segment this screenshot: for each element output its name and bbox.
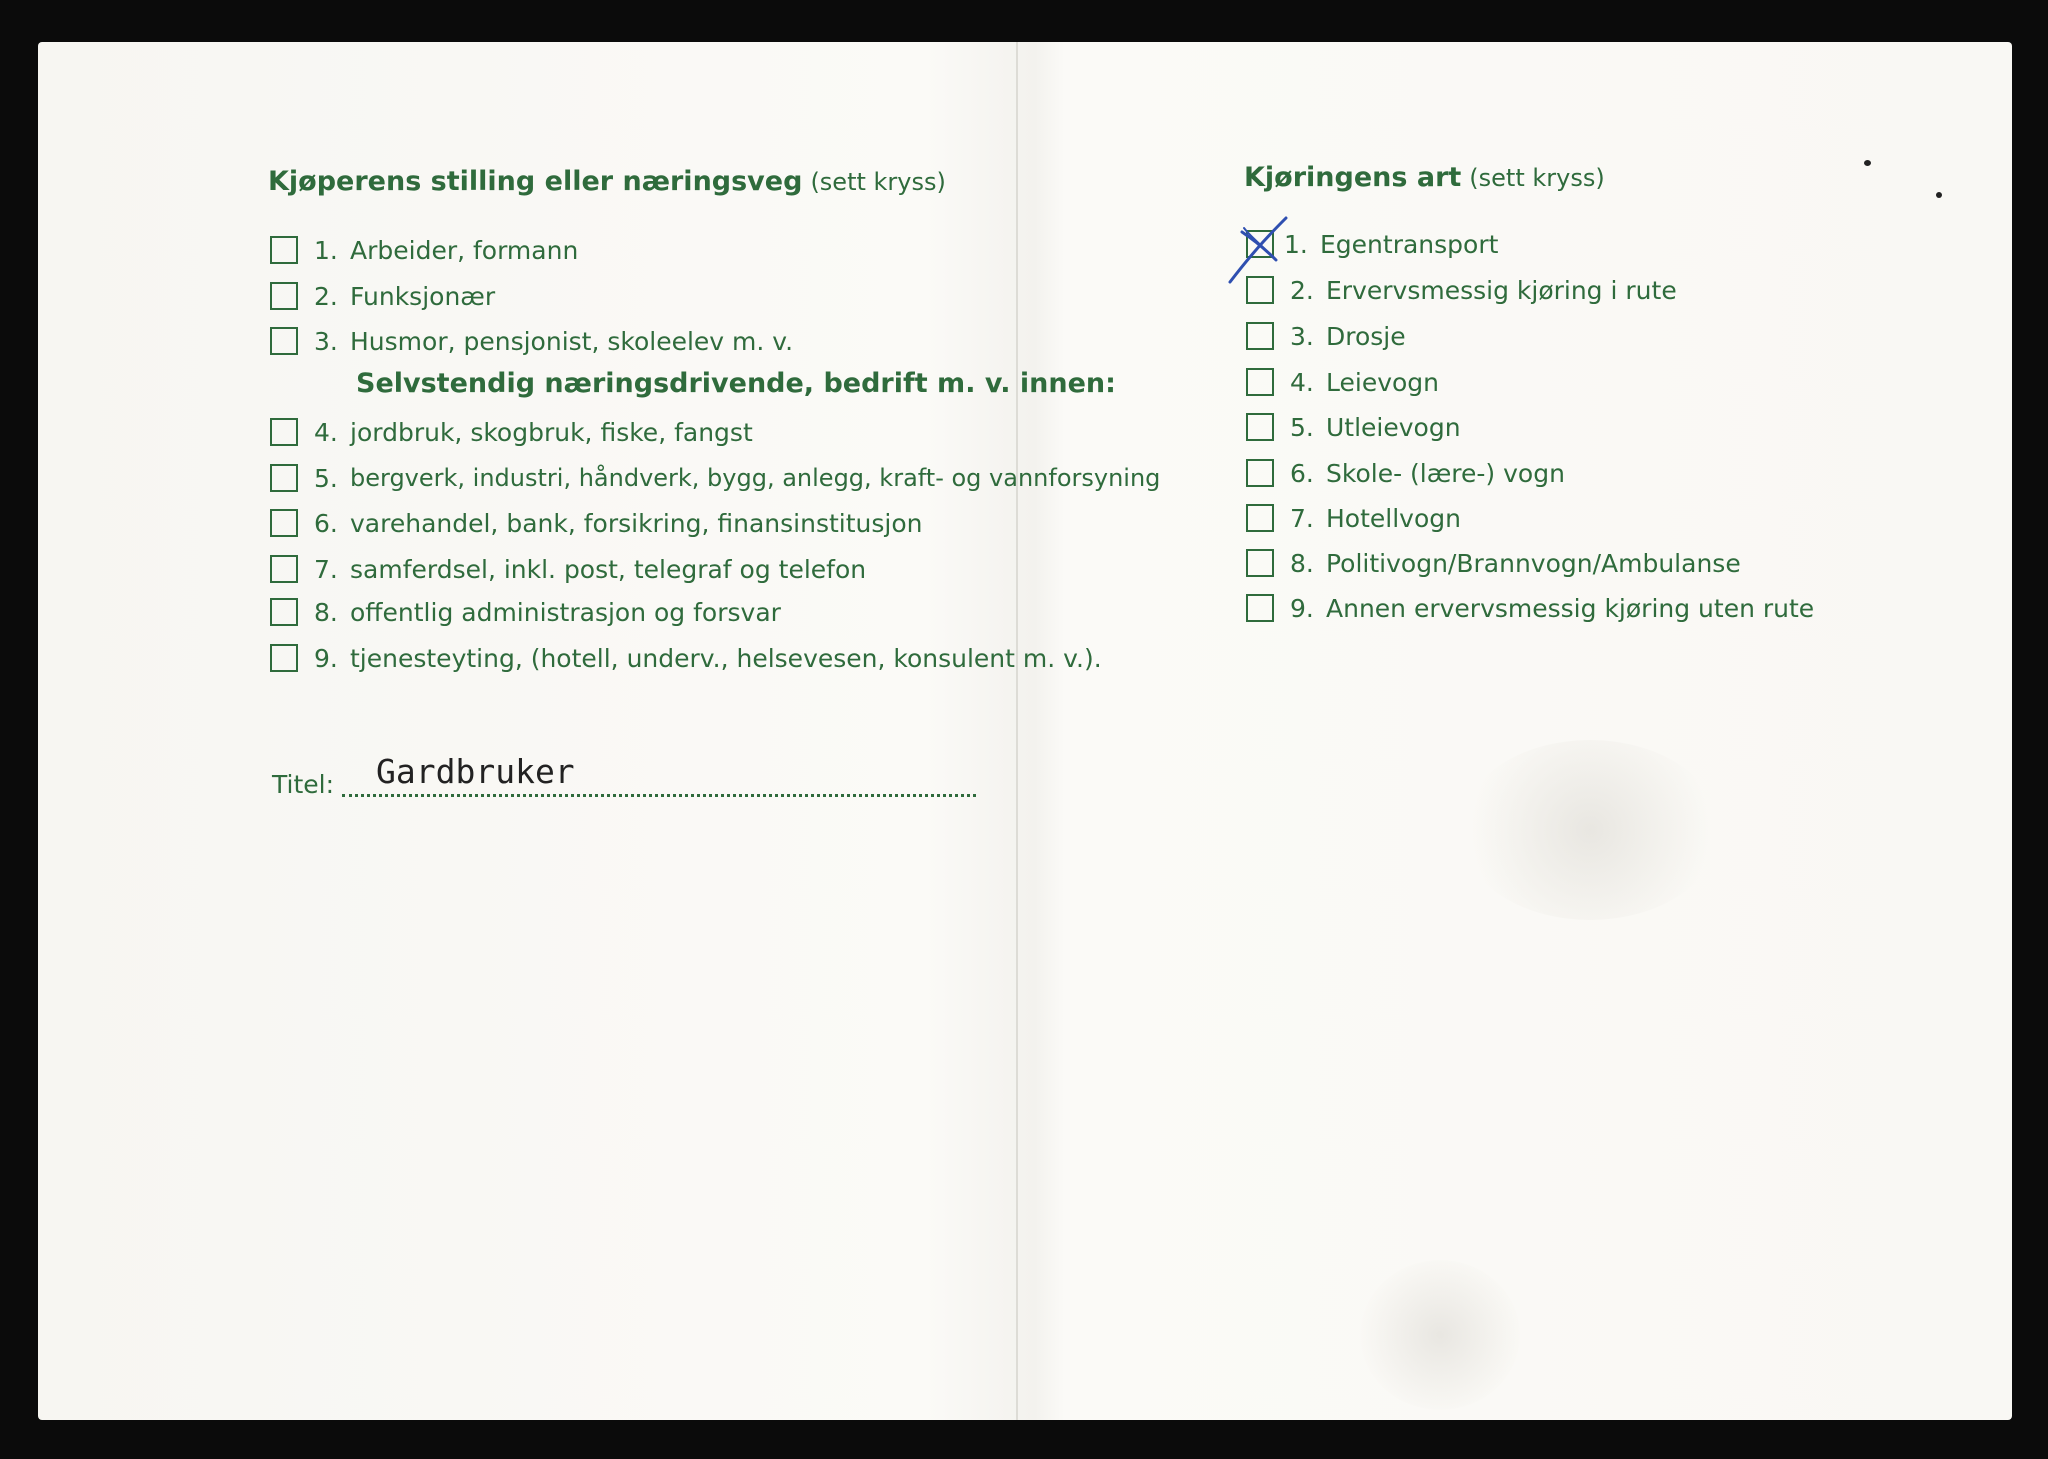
option-label: Arbeider, formann: [350, 235, 579, 265]
option-number: 5.: [1290, 412, 1314, 442]
occupation-option-5[interactable]: [270, 458, 1160, 498]
driving-type-title: Kjøringens art: [1244, 162, 1462, 193]
option-label: Leievogn: [1326, 367, 1440, 397]
option-number: 9.: [314, 643, 338, 673]
option-label: jordbruk, skogbruk, fiske, fangst: [350, 417, 753, 447]
checkbox[interactable]: [1246, 459, 1274, 487]
checkbox[interactable]: [1246, 594, 1274, 622]
option-number: 2.: [314, 281, 338, 311]
driving-option-4[interactable]: [1246, 362, 1439, 402]
option-number: 9.: [1290, 593, 1314, 623]
driving-option-3[interactable]: [1246, 316, 1406, 356]
driving-option-5[interactable]: [1246, 407, 1461, 447]
option-number: 7.: [1290, 503, 1314, 533]
driving-option-7[interactable]: [1246, 498, 1461, 538]
buyer-occupation-heading: [268, 166, 946, 197]
option-number: 7.: [314, 554, 338, 584]
option-label: bergverk, industri, håndverk, bygg, anlegg, kraft- og vannforsyning: [350, 464, 1161, 492]
option-label: Hotellvogn: [1326, 503, 1461, 533]
option-number: 8.: [1290, 548, 1314, 578]
option-label: tjenesteyting, (hotell, underv., helsevesen, konsulent m. v.).: [350, 643, 1102, 673]
option-label: varehandel, bank, forsikring, finansinstitusjon: [350, 508, 923, 538]
option-number: 3.: [1290, 321, 1314, 351]
driving-option-1[interactable]: [1246, 224, 1498, 264]
option-label: Egentransport: [1320, 229, 1499, 259]
option-number: 5.: [314, 463, 338, 493]
driving-type-heading: [1244, 162, 1605, 193]
option-number: 8.: [314, 597, 338, 627]
occupation-option-3[interactable]: [270, 321, 793, 361]
occupation-option-9[interactable]: [270, 638, 1102, 678]
driving-option-9[interactable]: [1246, 588, 1814, 628]
occupation-option-7[interactable]: [270, 549, 866, 589]
checkbox[interactable]: [270, 644, 298, 672]
checkbox[interactable]: [270, 282, 298, 310]
checkbox[interactable]: [1246, 549, 1274, 577]
option-label: offentlig administrasjon og forsvar: [350, 597, 781, 627]
checkbox[interactable]: [270, 598, 298, 626]
checkbox[interactable]: [1246, 504, 1274, 532]
option-number: 1.: [314, 235, 338, 265]
option-number: 6.: [1290, 458, 1314, 488]
option-label: Funksjonær: [350, 281, 496, 311]
checkbox-checked[interactable]: [1246, 230, 1274, 258]
option-number: 6.: [314, 508, 338, 538]
checkbox[interactable]: [270, 327, 298, 355]
titel-dotted-line: [342, 794, 976, 797]
checkbox[interactable]: [1246, 276, 1274, 304]
checkbox[interactable]: [1246, 322, 1274, 350]
buyer-occupation-title: Kjøperens stilling eller næringsveg: [268, 166, 803, 197]
driving-option-8[interactable]: [1246, 543, 1741, 583]
occupation-option-1[interactable]: [270, 230, 578, 270]
option-label: Husmor, pensjonist, skoleelev m. v.: [350, 326, 794, 356]
option-label: Drosje: [1326, 321, 1406, 351]
paper-smudge: [1360, 1260, 1520, 1410]
checkbox[interactable]: [1246, 368, 1274, 396]
fold-line: [1016, 42, 1018, 1420]
option-number: 1.: [1284, 229, 1308, 259]
option-label: Ervervsmessig kjøring i rute: [1326, 275, 1677, 305]
option-label: Skole- (lære-) vogn: [1326, 458, 1565, 488]
titel-field[interactable]: Gardbruker: [376, 752, 575, 791]
driving-option-6[interactable]: [1246, 453, 1565, 493]
checkbox[interactable]: [1246, 413, 1274, 441]
occupation-option-8[interactable]: [270, 592, 781, 632]
option-number: 4.: [1290, 367, 1314, 397]
occupation-option-2[interactable]: [270, 276, 495, 316]
driving-option-2[interactable]: [1246, 270, 1677, 310]
checkbox[interactable]: [270, 509, 298, 537]
option-number: 3.: [314, 326, 338, 356]
checkbox[interactable]: [270, 418, 298, 446]
self-employed-subheading: Selvstendig næringsdrivende, bedrift m. v. innen:: [356, 368, 1116, 399]
checkbox[interactable]: [270, 236, 298, 264]
ink-speck: [1936, 192, 1942, 198]
occupation-option-6[interactable]: [270, 503, 923, 543]
option-number: 4.: [314, 417, 338, 447]
heading-note: (sett kryss): [810, 168, 946, 196]
titel-label: Titel:: [272, 770, 334, 799]
checkbox[interactable]: [270, 555, 298, 583]
heading-note: (sett kryss): [1469, 164, 1605, 192]
paper-smudge: [1460, 740, 1720, 920]
occupation-option-4[interactable]: [270, 412, 753, 452]
ink-speck: [1864, 160, 1871, 166]
option-label: Politivogn/Brannvogn/Ambulanse: [1326, 548, 1741, 578]
option-number: 2.: [1290, 275, 1314, 305]
option-label: Annen ervervsmessig kjøring uten rute: [1326, 593, 1815, 623]
option-label: samferdsel, inkl. post, telegraf og telefon: [350, 554, 867, 584]
checkbox[interactable]: [270, 464, 298, 492]
option-label: Utleievogn: [1326, 412, 1461, 442]
